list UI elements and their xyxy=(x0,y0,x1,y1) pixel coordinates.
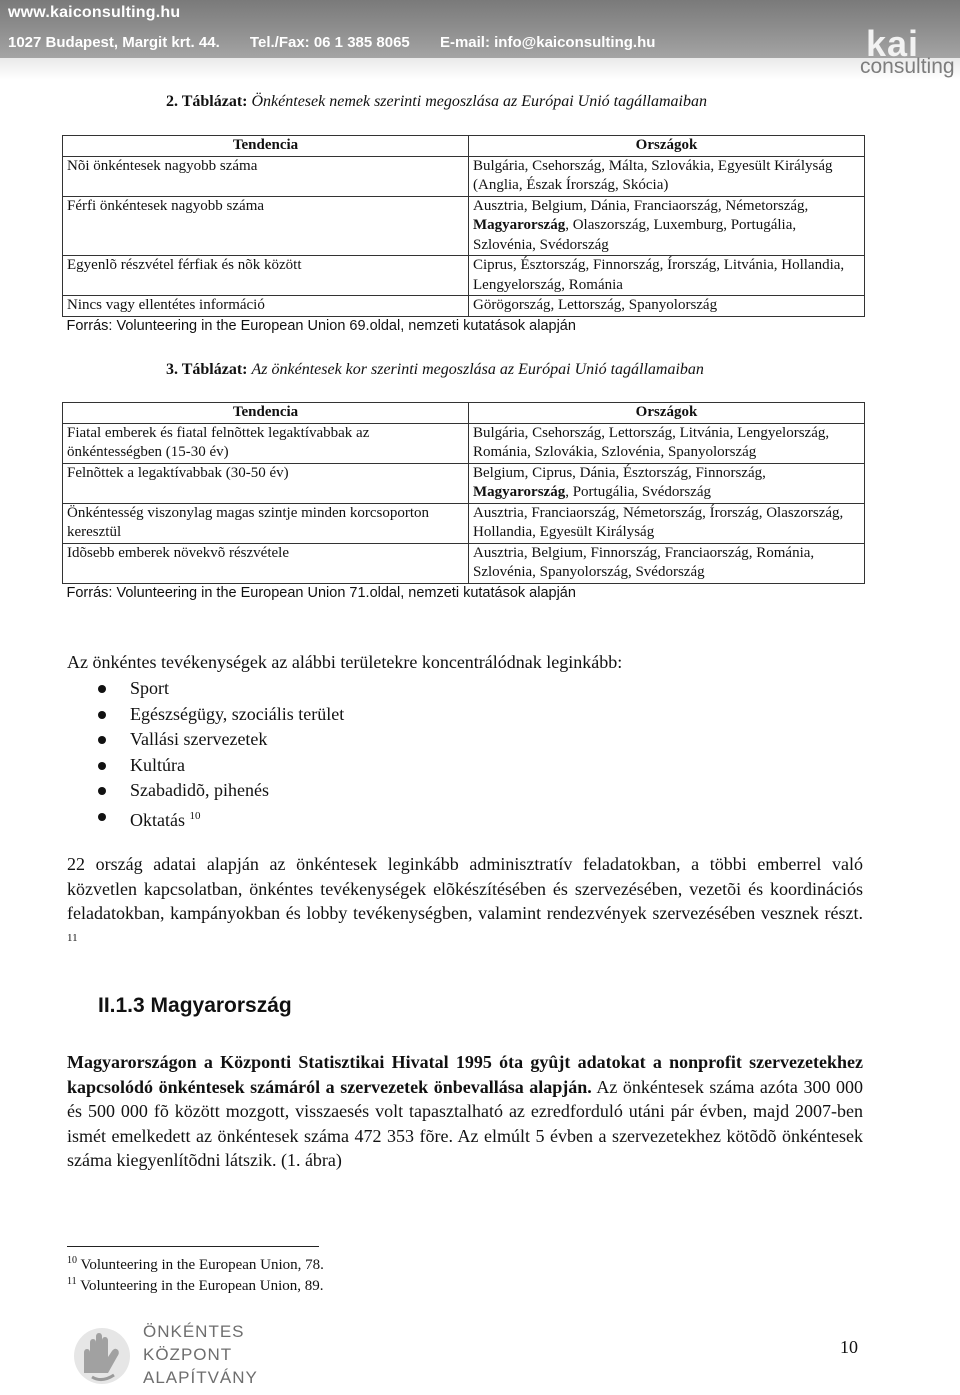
countries-text: , Portugália, Svédország xyxy=(565,484,712,500)
header-fade xyxy=(0,55,960,80)
footnote-text: Volunteering in the European Union, 78. xyxy=(80,1257,324,1273)
table2-source: Forrás: Volunteering in the European Union 69.oldal, nemzeti kutatások alapján xyxy=(63,316,865,336)
table-row xyxy=(63,543,865,583)
table2 xyxy=(62,135,865,336)
list-item xyxy=(67,804,344,830)
table3-caption xyxy=(166,361,704,379)
header-banner xyxy=(0,0,960,80)
paragraph-text: Az önkéntesek száma azóta 300 000 és 500 000 fõ között mozgott, visszaesés volt tapasztalható az ezredforduló utáni pár évben, majd 2007-ben ismét emelkedett az önkéntesek száma 472 353 fõre. Az elmúlt 5 évben a szervezetekhez kötõdõ önkéntesek száma kiegyenlítõdni látszik. (1. ábra) xyxy=(67,1076,863,1170)
table-cell-countries: Bulgária, Csehország, Lettország, Litvánia, Lengyelország, Románia, Szlovákia, Szlovénia, Spanyolország xyxy=(469,423,865,463)
footnote xyxy=(67,1255,324,1274)
table-cell-countries: Bulgária, Csehország, Málta, Szlovákia, Egyesült Királyság (Anglia, Észak Írország, Skócia) xyxy=(469,156,865,196)
paragraph-hungary xyxy=(67,1050,863,1173)
kai-logo-top: kai xyxy=(866,23,920,64)
table2-source-row xyxy=(63,316,865,336)
footnote-text: Volunteering in the European Union, 89. xyxy=(80,1278,324,1294)
table-cell-countries xyxy=(469,463,865,503)
table2-caption xyxy=(166,93,707,111)
list-item: Kultúra xyxy=(67,753,344,779)
table-cell-tendency: Önkéntesség viszonylag magas szintje minden korcsoporton keresztül xyxy=(63,503,469,543)
header-phone: Tel./Fax: 06 1 385 8065 xyxy=(249,34,410,51)
table3-col1-header: Tendencia xyxy=(63,403,469,424)
table-row xyxy=(63,196,865,256)
table-row xyxy=(63,156,865,196)
footnote xyxy=(67,1276,324,1295)
list-item: Szabadidõ, pihenés xyxy=(67,778,344,804)
table2-col2-header: Országok xyxy=(469,136,865,157)
page-number: 10 xyxy=(840,1337,858,1357)
handprint-logo-icon xyxy=(62,1323,142,1389)
table-cell-tendency: Férfi önkéntesek nagyobb száma xyxy=(63,196,469,256)
footer-logo-line3: ALAPÍTVÁNY xyxy=(143,1368,258,1387)
countries-highlight: Magyarország xyxy=(473,484,566,500)
footnote-number: 10 xyxy=(67,1255,77,1266)
footnote-separator xyxy=(67,1246,319,1247)
header-contact xyxy=(8,34,681,51)
table-cell-countries: Ciprus, Észtország, Finnország, Írország, Litvánia, Hollandia, Lengyelország, Románia xyxy=(469,256,865,296)
kai-logo-bottom: consulting xyxy=(860,55,955,78)
table2-header-row xyxy=(63,136,865,157)
table2-col1-header: Tendencia xyxy=(63,136,469,157)
table-cell-countries: Görögország, Lettország, Spanyolország xyxy=(469,296,865,317)
table-cell-countries: Ausztria, Franciaország, Németország, Írország, Olaszország, Hollandia, Egyesült Királyság xyxy=(469,503,865,543)
footnote-ref[interactable]: 11 xyxy=(67,931,78,944)
section-heading: II.1.3 Magyarország xyxy=(98,994,292,1017)
table3-source-row xyxy=(63,583,865,603)
list-item: Vallási szervezetek xyxy=(67,727,344,753)
paragraph-text: 22 ország adatai alapján az önkéntesek leginkább adminisztratív feladatokban, a többi emberrel való közvetlen kapcsolatban, önkéntes tevékenységek elõkészítésében és szervezésében, vezetõi és koordinációs feladatokban, kampányokban és lobby tevékenységben, valamint rendezvények szervezésében vesznek részt. xyxy=(67,854,863,923)
table3-source: Forrás: Volunteering in the European Union 71.oldal, nemzeti kutatások alapján xyxy=(63,583,865,603)
table-row xyxy=(63,463,865,503)
table-row xyxy=(63,256,865,296)
table3-header-row xyxy=(63,403,865,424)
table2-caption-text: Önkéntesek nemek szerinti megoszlása az Európai Unió tagállamaiban xyxy=(251,93,707,110)
header-url[interactable]: www.kaiconsulting.hu xyxy=(8,4,181,21)
list-item-text: Oktatás xyxy=(130,809,185,830)
table-cell-tendency: Idõsebb emberek növekvõ részvétele xyxy=(63,543,469,583)
header-address: 1027 Budapest, Margit krt. 44. xyxy=(8,34,220,51)
countries-text: , Olaszország, Luxemburg, Portugália, Szlovénia, Svédország xyxy=(473,217,797,253)
footnote-ref[interactable]: 10 xyxy=(189,809,201,822)
table2-caption-number: 2. Táblázat: xyxy=(166,93,248,110)
table3 xyxy=(62,402,865,603)
table-cell-countries: Ausztria, Belgium, Finnország, Franciaország, Románia, Szlovénia, Spanyolország, Svédország xyxy=(469,543,865,583)
table3-caption-number: 3. Táblázat: xyxy=(166,361,248,378)
table-cell-tendency: Felnõttek a legaktívabbak (30-50 év) xyxy=(63,463,469,503)
intro-text: Az önkéntes tevékenységek az alábbi területekre koncentrálódnak leginkább: xyxy=(67,652,623,672)
countries-highlight: Magyarország xyxy=(473,217,566,233)
table-row xyxy=(63,503,865,543)
table3-caption-text: Az önkéntesek kor szerinti megoszlása az Európai Unió tagállamaiban xyxy=(251,361,704,378)
countries-text: Belgium, Ciprus, Dánia, Észtország, Finnország, xyxy=(473,464,766,481)
table-cell-tendency: Egyenlõ részvétel férfiak és nõk között xyxy=(63,256,469,296)
table-row xyxy=(63,423,865,463)
footer-logo-line2: KÖZPONT xyxy=(143,1345,233,1364)
table-cell-tendency: Nincs vagy ellentétes információ xyxy=(63,296,469,317)
table-cell-tendency: Fiatal emberek és fiatal felnõttek legaktívabbak az önkéntességben (15-30 év) xyxy=(63,423,469,463)
paragraph-activities xyxy=(67,852,863,954)
list-item: Sport xyxy=(67,676,344,702)
table-row xyxy=(63,296,865,317)
activity-list xyxy=(67,676,344,829)
table-cell-tendency: Nõi önkéntesek nagyobb száma xyxy=(63,156,469,196)
paragraph-bold-text: Magyarországon a Központi Statisztikai Hivatal 1995 óta gyûjt adatokat a nonprofit szervezetekhez kapcsolódó önkéntesek számáról a szervezetek önbevallása alapján. xyxy=(67,1052,863,1097)
footer-logo-line1: ÖNKÉNTES xyxy=(143,1322,245,1341)
countries-text: Ausztria, Belgium, Dánia, Franciaország, Németország, xyxy=(473,197,809,214)
header-email[interactable]: E-mail: info@kaiconsulting.hu xyxy=(439,34,656,51)
table-cell-countries xyxy=(469,196,865,256)
table3-col2-header: Országok xyxy=(469,403,865,424)
list-item: Egészségügy, szociális terület xyxy=(67,702,344,728)
footnote-number: 11 xyxy=(67,1276,77,1287)
